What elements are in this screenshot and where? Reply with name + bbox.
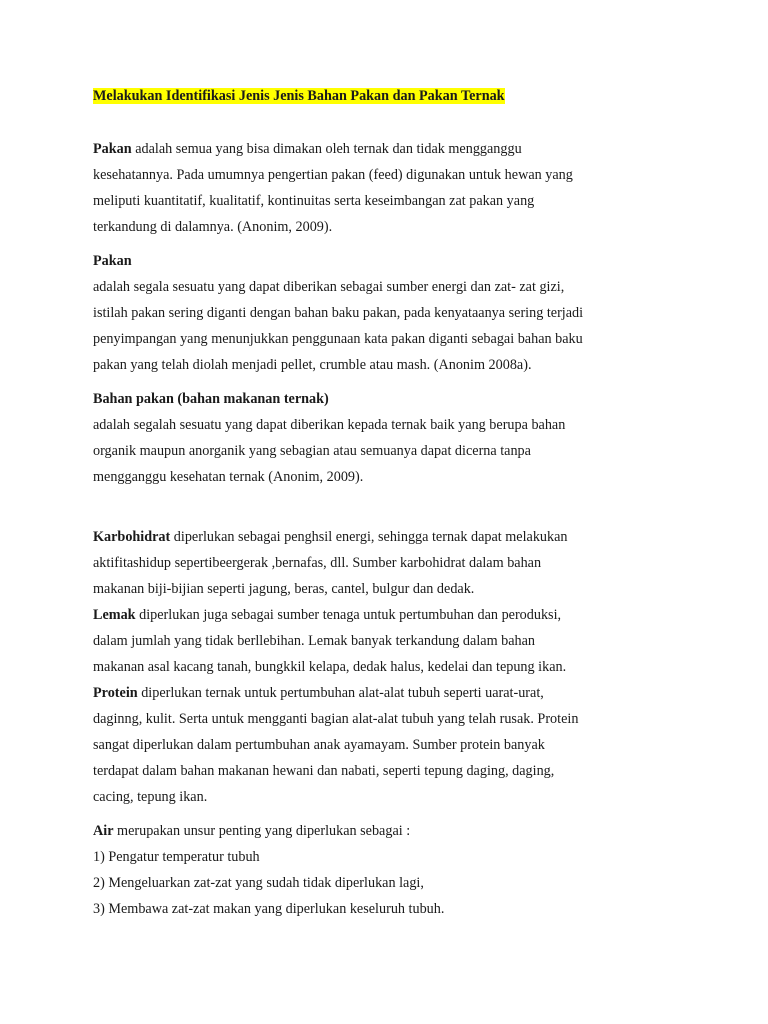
text-span: diperlukan sebagai penghsil energi, sehingga ternak dapat melakukan bbox=[173, 529, 568, 545]
paragraph-line: terkandung di dalamnya. (Anonim, 2009). bbox=[93, 219, 333, 235]
paragraph-line bbox=[93, 524, 669, 550]
paragraph-line: terdapat dalam bahan makanan hewani dan nabati, seperti tepung daging, daging, bbox=[93, 763, 555, 779]
section-protein bbox=[93, 680, 669, 810]
list-item: 3) Membawa zat-zat makan yang diperlukan keseluruh tubuh. bbox=[93, 901, 445, 917]
paragraph-line: organik maupun anorganik yang sebagian atau semuanya dapat dicerna tanpa bbox=[93, 443, 531, 459]
paragraph-line: aktifitashidup sepertibeergerak ,bernafas, dll. Sumber karbohidrat dalam bahan bbox=[93, 555, 542, 571]
paragraph-line: istilah pakan sering diganti dengan bahan baku pakan, pada kenyataanya sering terjadi bbox=[93, 305, 584, 321]
text-span: adalah semua yang bisa dimakan oleh ternak dan tidak mengganggu bbox=[135, 141, 522, 157]
paragraph-line: kesehatannya. Pada umumnya pengertian pakan (feed) digunakan untuk hewan yang bbox=[93, 167, 573, 183]
spacer bbox=[93, 240, 669, 248]
term-karbohidrat: Karbohidrat bbox=[93, 529, 171, 545]
term-air: Air bbox=[93, 823, 114, 839]
paragraph-line: cacing, tepung ikan. bbox=[93, 789, 208, 805]
paragraph-line: adalah segala sesuatu yang dapat diberikan sebagai sumber energi dan zat- zat gizi, bbox=[93, 279, 565, 295]
spacer bbox=[93, 378, 669, 386]
section-heading: Pakan bbox=[93, 253, 132, 269]
paragraph-line bbox=[93, 818, 669, 844]
paragraph-line bbox=[93, 680, 669, 706]
text-span: merupakan unsur penting yang diperlukan sebagai : bbox=[117, 823, 411, 839]
paragraph-line: daginng, kulit. Serta untuk mengganti bagian alat-alat tubuh yang telah rusak. Protein bbox=[93, 711, 579, 727]
section-heading: Bahan pakan (bahan makanan ternak) bbox=[93, 391, 329, 407]
list-item: 1) Pengatur temperatur tubuh bbox=[93, 849, 260, 865]
document-title: Melakukan Identifikasi Jenis Jenis Bahan Pakan dan Pakan Ternak bbox=[93, 88, 505, 104]
paragraph-line: dalam jumlah yang tidak berllebihan. Lemak banyak terkandung dalam bahan bbox=[93, 633, 536, 649]
spacer bbox=[93, 810, 669, 818]
section-pakan-definition-2 bbox=[93, 248, 669, 378]
section-bahan-pakan bbox=[93, 386, 669, 490]
term-pakan: Pakan bbox=[93, 141, 132, 157]
paragraph-line bbox=[93, 136, 669, 162]
text-span: diperlukan juga sebagai sumber tenaga untuk pertumbuhan dan peroduksi, bbox=[139, 607, 562, 623]
paragraph-line: mengganggu kesehatan ternak (Anonim, 2009). bbox=[93, 469, 364, 485]
spacer bbox=[93, 490, 669, 524]
paragraph-line: makanan biji-bijian seperti jagung, beras, cantel, bulgur dan dedak. bbox=[93, 581, 475, 597]
document-page bbox=[93, 84, 669, 922]
paragraph-line: makanan asal kacang tanah, bungkkil kelapa, dedak halus, kedelai dan tepung ikan. bbox=[93, 659, 567, 675]
section-pakan-definition-1 bbox=[93, 136, 669, 240]
paragraph-line: penyimpangan yang menunjukkan penggunaan kata pakan diganti sebagai bahan baku bbox=[93, 331, 583, 347]
section-lemak bbox=[93, 602, 669, 680]
paragraph-line bbox=[93, 602, 669, 628]
list-item: 2) Mengeluarkan zat-zat yang sudah tidak diperlukan lagi, bbox=[93, 875, 424, 891]
title-wrap bbox=[93, 84, 669, 108]
text-span: diperlukan ternak untuk pertumbuhan alat-alat tubuh seperti uarat-urat, bbox=[141, 685, 544, 701]
term-lemak: Lemak bbox=[93, 607, 136, 623]
paragraph-line: meliputi kuantitatif, kualitatif, kontinuitas serta keseimbangan zat pakan yang bbox=[93, 193, 535, 209]
paragraph-line: pakan yang telah diolah menjadi pellet, crumble atau mash. (Anonim 2008a). bbox=[93, 357, 532, 373]
paragraph-line: adalah segalah sesuatu yang dapat diberikan kepada ternak baik yang berupa bahan bbox=[93, 417, 566, 433]
section-air bbox=[93, 818, 669, 922]
paragraph-line: sangat diperlukan dalam pertumbuhan anak ayamayam. Sumber protein banyak bbox=[93, 737, 545, 753]
section-karbohidrat bbox=[93, 524, 669, 602]
term-protein: Protein bbox=[93, 685, 138, 701]
